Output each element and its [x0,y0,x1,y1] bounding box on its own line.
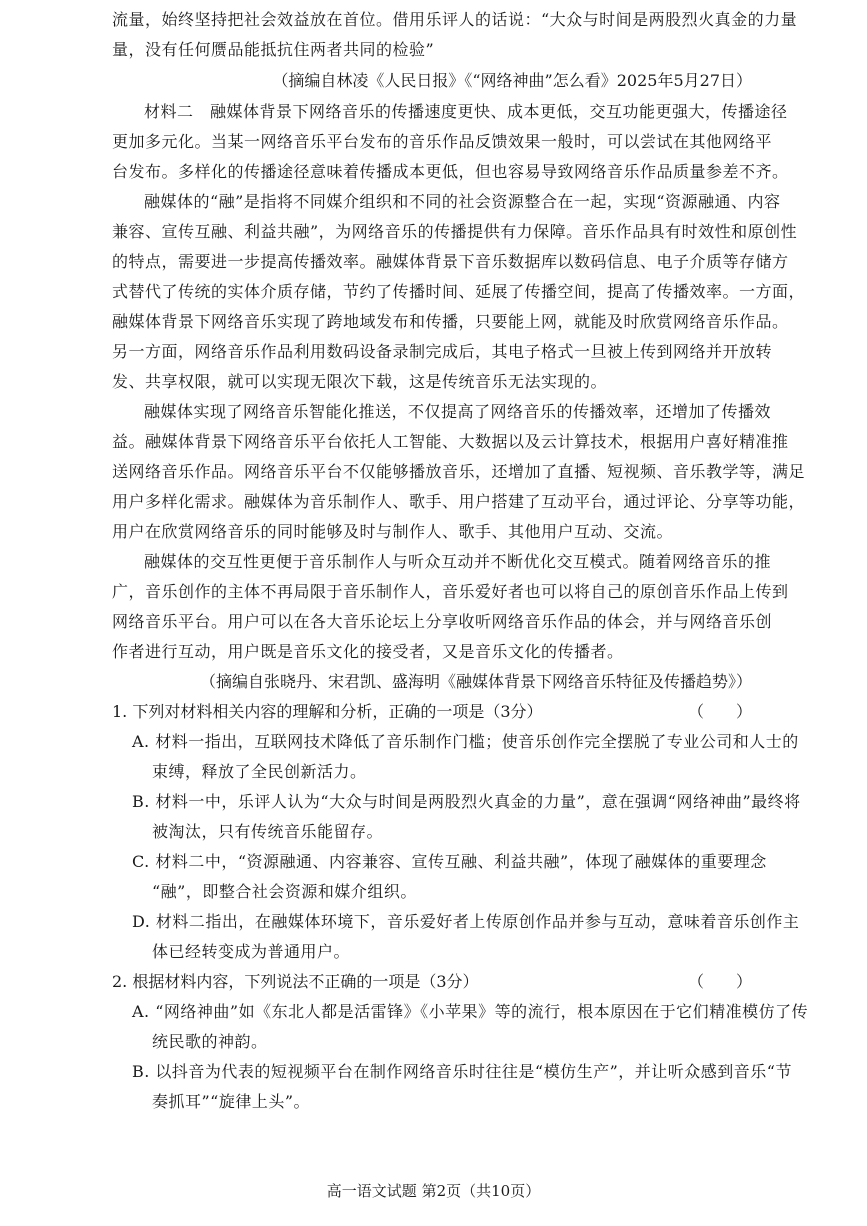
question-1-option-d: D. 材料二指出，在融媒体环境下，音乐爱好者上传原创作品并参与互动，意味着音乐创作主 [132,912,800,931]
material2-paragraph-line: 融媒体实现了网络音乐智能化推送，不仅提高了网络音乐的传播效率，还增加了传播效 [144,402,772,421]
passage-line: 流量，始终坚持把社会效益放在首位。借用乐评人的话说：“大众与时间是两股烈火真金的力量 [112,10,798,29]
material2-paragraph-line: 广，音乐创作的主体不再局限于音乐制作人，音乐爱好者也可以将自己的原创音乐作品上传到 [112,582,789,601]
question-2-stem: 2. 根据材料内容，下列说法不正确的一项是（3分） [112,972,479,991]
question-1-option-a: A. 材料一指出，互联网技术降低了音乐制作门槛；使音乐创作完全摆脱了专业公司和人士的 [132,732,799,751]
question-1-option-b-cont: 被淘汰，只有传统音乐能留存。 [152,822,384,841]
question-1-stem: 1. 下列对材料相关内容的理解和分析，正确的一项是（3分） [112,702,543,721]
question-2-option-b: B. 以抖音为代表的短视频平台在制作网络音乐时往往是“模仿生产”，并让听众感到音乐“节 [132,1062,792,1081]
material2-paragraph-line: 另一方面，网络音乐作品利用数码设备录制完成后，其电子格式一旦被上传到网络并开放转 [112,342,773,361]
material2-paragraph-line: 作者进行互动，用户既是音乐文化的接受者，又是音乐文化的传播者。 [112,642,624,661]
question-1-option-d-cont: 体已经转变成为普通用户。 [152,942,351,961]
material2-paragraph-line: 融媒体背景下网络音乐实现了跨地域发布和传播，只要能上网，就能及时欣赏网络音乐作品。 [112,312,789,331]
material2-paragraph-line: 更加多元化。当某一网络音乐平台发布的音乐作品反馈效果一般时，可以尝试在其他网络平 [112,132,773,151]
material2-paragraph-line: 发、共享权限，就可以实现无限次下载，这是传统音乐无法实现的。 [112,372,608,391]
question-1-option-c: C. 材料二中，“资源融通、内容兼容、宣传互融、利益共融”，体现了融媒体的重要理念 [132,852,767,871]
material2-paragraph-line: 送网络音乐作品。网络音乐平台不仅能够播放音乐，还增加了直播、短视频、音乐教学等，满足 [112,462,806,481]
material2-paragraph-line: 融媒体的“融”是指将不同媒介组织和不同的社会资源整合在一起，实现“资源融通、内容 [144,192,781,211]
material2-paragraph-line: 网络音乐平台。用户可以在各大音乐论坛上分享收听网络音乐作品的体会，并与网络音乐创 [112,612,773,631]
question-2-option-a-cont: 统民歌的神韵。 [152,1032,268,1051]
source-citation-1: （摘编自林凌《人民日报》《“网络神曲”怎么看》2025年5月27日） [272,71,752,90]
question-2-option-a: A. “网络神曲”如《东北人都是活雷锋》《小苹果》等的流行，根本原因在于它们精准模仿了传 [132,1002,809,1021]
question-2-option-b-cont: 奏抓耳”“旋律上头”。 [152,1092,311,1111]
material2-paragraph-line: 台发布。多样化的传播途径意味着传播成本更低，但也容易导致网络音乐作品质量参差不齐。 [112,162,789,181]
question-1-option-b: B. 材料一中，乐评人认为“大众与时间是两股烈火真金的力量”，意在强调“网络神曲”最终将 [132,792,801,811]
question-1-option-c-cont: “融”，即整合社会资源和媒介组织。 [152,882,417,901]
material2-paragraph-line: 的特点，需要进一步提高传播效率。融媒体背景下音乐数据库以数码信息、电子介质等存储方 [112,252,789,271]
passage-line: 量，没有任何赝品能抵抗住两者共同的检验” [112,40,435,59]
material2-paragraph-line: 益。融媒体背景下网络音乐平台依托人工智能、大数据以及云计算技术，根据用户喜好精准推 [112,432,789,451]
material2-paragraph-line: 式替代了传统的实体介质存储，节约了传播时间、延展了传播空间，提高了传播效率。一方面， [112,282,806,301]
material2-paragraph-line: 兼容、宣传互融、利益共融”，为网络音乐的传播提供有力保障。音乐作品具有时效性和原创性 [112,222,798,241]
material2-paragraph-line: 用户多样化需求。融媒体为音乐制作人、歌手、用户搭建了互动平台，通过评论、分享等功能， [112,492,806,511]
question-1-answer-blank: （ ） [687,702,752,721]
page-footer: 高一语文试题 第2页（共10页） [326,1182,541,1200]
source-citation-2: （摘编自张晓丹、宋君凯、盛海明《融媒体背景下网络音乐特征及传播趋势》） [199,672,752,691]
material2-paragraph-line: 材料二 融媒体背景下网络音乐的传播速度更快、成本更低，交互功能更强大，传播途径 [144,102,788,121]
question-1-option-a-cont: 束缚，释放了全民创新活力。 [152,762,367,781]
question-2-answer-blank: （ ） [687,972,752,991]
material2-paragraph-line: 融媒体的交互性更便于音乐制作人与听众互动并不断优化交互模式。随着网络音乐的推 [144,552,772,571]
material2-paragraph-line: 用户在欣赏网络音乐的同时能够及时与制作人、歌手、其他用户互动、交流。 [112,522,674,541]
